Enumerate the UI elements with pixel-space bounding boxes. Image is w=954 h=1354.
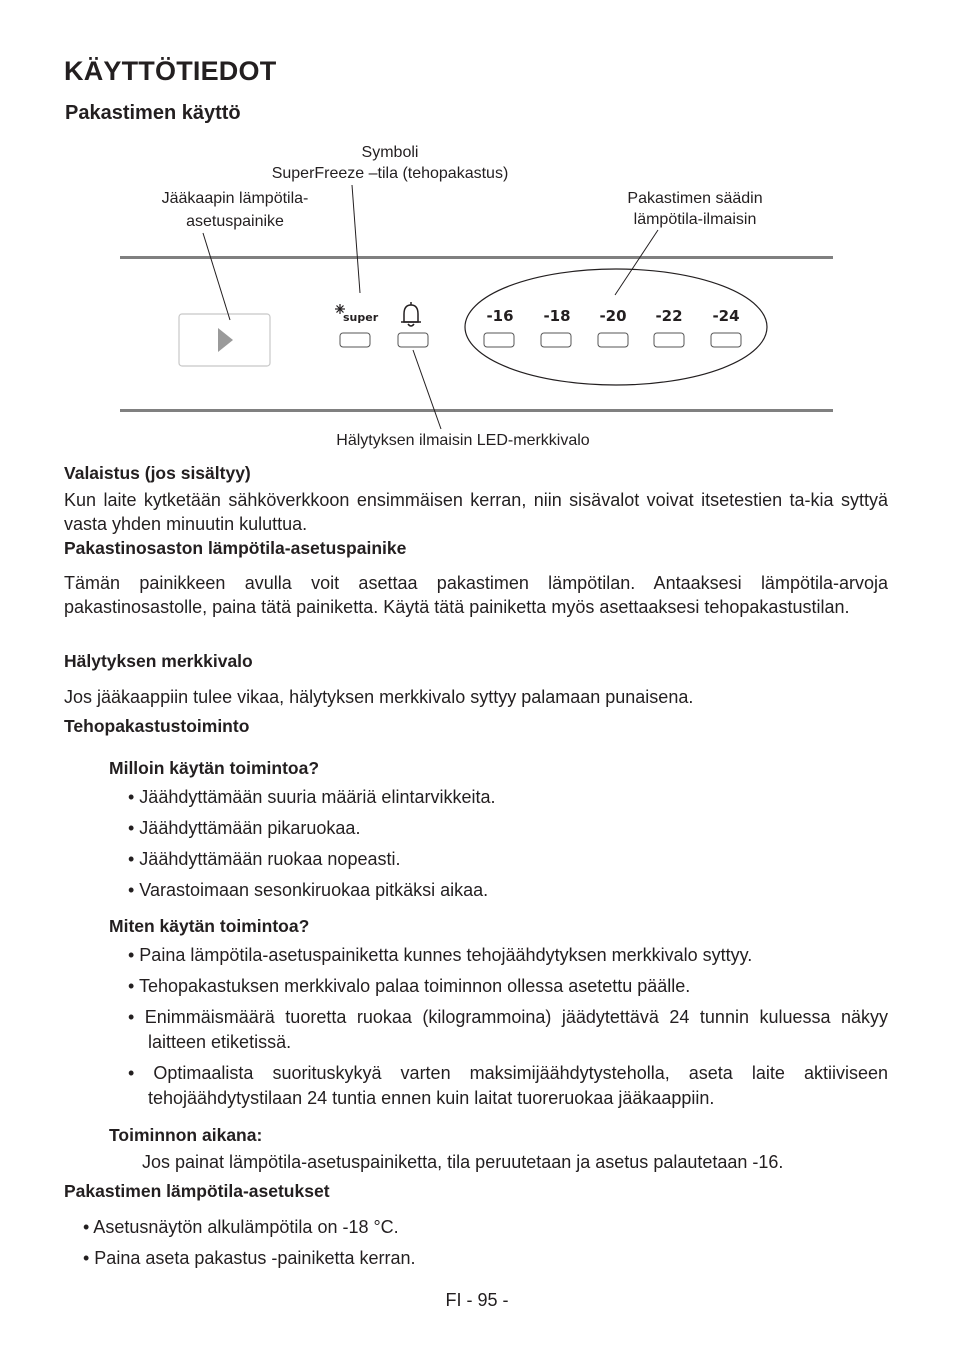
label-fridge-line2: asetuspainike — [186, 213, 284, 230]
panel-drawing — [0, 0, 954, 460]
temp-label: -20 — [599, 307, 627, 325]
temp-led — [711, 333, 741, 347]
bell-icon — [401, 302, 421, 326]
page-title: KÄYTTÖTIEDOT — [64, 56, 277, 86]
list-item: • Jäähdyttämään suuria määriä elintarvikkeita. — [128, 787, 496, 807]
list-item-text: • Enimmäismäärä tuoretta ruokaa (kilogrammoina) jäädytettävä 24 tunnin kuluessa näkyy laitteen etiketissä. — [128, 1007, 888, 1052]
control-panel-diagram — [0, 0, 954, 460]
list-item: • Paina lämpötila-asetuspainiketta kunnes tehojäähdytyksen merkkivalo syttyy. — [128, 945, 753, 965]
temp-label: -22 — [655, 307, 683, 325]
alarm-title: Hälytyksen merkkivalo — [64, 651, 253, 671]
label-symbol-line2: SuperFreeze –tila (tehopakastus) — [271, 165, 509, 182]
list-item — [128, 1061, 888, 1111]
panel-top-rail — [120, 256, 833, 259]
label-symbol-line1: Symboli — [361, 144, 419, 161]
list-item: • Varastoimaan sesonkiruokaa pitkäksi aikaa. — [128, 880, 489, 900]
leader-line-symbol — [352, 185, 360, 293]
lighting-title: Valaistus (jos sisältyy) — [64, 463, 251, 483]
leader-line-freezer — [615, 230, 658, 295]
when-title: Milloin käytän toimintoa? — [109, 758, 320, 778]
superfreeze-title: Tehopakastustoiminto — [64, 716, 250, 736]
freezer-button-text: Tämän painikkeen avulla voit asettaa pakastimen lämpötilan. Antaaksesi lämpötila-arvoja pakastinosastolle, paina tätä painiketta. Käytä tätä painiketta myös asettaaksesi tehopakastustilan. — [64, 573, 888, 617]
list-item: • Asetusnäytön alkulämpötila on -18 °C. — [83, 1217, 399, 1237]
alarm-led — [398, 333, 428, 347]
how-title: Miten käytän toimintoa? — [109, 916, 310, 936]
list-item: • Jäähdyttämään ruokaa nopeasti. — [128, 849, 401, 869]
temp-led — [654, 333, 684, 347]
label-freezer-line2: lämpötila-ilmaisin — [633, 211, 757, 228]
label-fridge-line1: Jääkaapin lämpötila- — [161, 190, 309, 207]
temp-label: -18 — [543, 307, 571, 325]
freezer-button-title: Pakastinosaston lämpötila-asetuspainike — [64, 538, 407, 558]
settings-title: Pakastimen lämpötila-asetukset — [64, 1181, 330, 1201]
temp-label: -24 — [712, 307, 740, 325]
during-title: Toiminnon aikana: — [109, 1125, 263, 1145]
super-label: super — [343, 311, 379, 324]
alarm-text: Jos jääkaappiin tulee vikaa, hälytyksen merkkivalo syttyy palamaan punaisena. — [64, 687, 694, 707]
list-item — [128, 1005, 888, 1055]
leader-line-alarm — [413, 350, 441, 429]
temp-led — [598, 333, 628, 347]
list-item: • Tehopakastuksen merkkivalo palaa toiminnon ollessa asetettu päälle. — [128, 976, 691, 996]
page-number: FI - 95 - — [445, 1290, 509, 1310]
temp-label: -16 — [486, 307, 514, 325]
lighting-text: Kun laite kytketään sähköverkkoon ensimmäisen kerran, niin sisävalot voivat itsetestien ta-kia syttyä vasta yhden minuutin kuluttua. — [64, 490, 888, 534]
leader-line-fridge — [203, 233, 230, 320]
label-alarm: Hälytyksen ilmaisin LED-merkkivalo — [336, 432, 590, 449]
temp-led — [541, 333, 571, 347]
panel-bottom-rail — [120, 409, 833, 412]
freezer-indicator-group — [465, 269, 767, 385]
label-freezer-line1: Pakastimen säädin — [627, 190, 763, 207]
section-subtitle: Pakastimen käyttö — [65, 102, 241, 124]
list-item: • Jäähdyttämään pikaruokaa. — [128, 818, 361, 838]
list-item-text: • Optimaalista suorituskykyä varten maksimijäähdytysteholla, aseta laite aktiiviseen tehojäähdytystilaan 24 tuntia ennen kuin laitat tuoreruokaa jääkaappiin. — [128, 1063, 888, 1108]
temp-led — [484, 333, 514, 347]
list-item: • Paina aseta pakastus -painiketta kerran. — [83, 1248, 416, 1268]
superfreeze-indicator — [340, 333, 370, 347]
during-text: Jos painat lämpötila-asetuspainiketta, tila peruutetaan ja asetus palautetaan -16. — [142, 1152, 784, 1172]
